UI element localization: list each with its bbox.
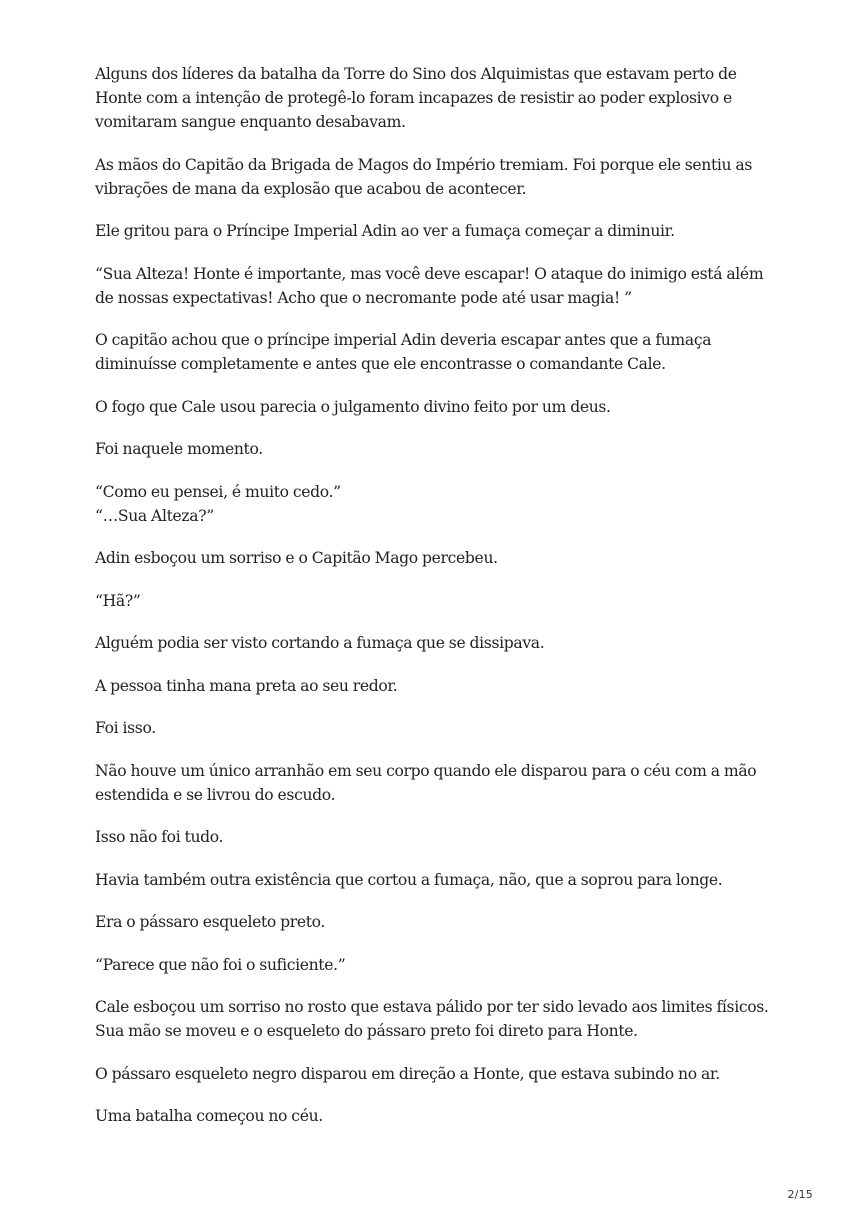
paragraph: Alguns dos líderes da batalha da Torre do Sino dos Alquimistas que estavam perto de Honte com a intenção de protegê-lo foram incapazes de resistir ao poder explosivo e vomitaram sangue enquanto desabavam. (95, 65, 737, 131)
paragraph: Isso não foi tudo. (95, 828, 224, 846)
paragraph: “…Sua Alteza?” (95, 506, 214, 525)
paragraph: Era o pássaro esqueleto preto. (95, 913, 326, 931)
paragraph: Havia também outra existência que cortou a fumaça, não, que a soprou para longe. (95, 870, 723, 889)
paragraph: Alguém podia ser visto cortando a fumaça que se dissipava. (95, 634, 545, 652)
paragraph: Foi isso. (95, 719, 156, 737)
document-body (95, 62, 775, 1147)
paragraph: A pessoa tinha mana preta ao seu redor. (95, 676, 398, 695)
paragraph: O pássaro esqueleto negro disparou em direção a Honte, que estava subindo no ar. (95, 1064, 720, 1083)
paragraph: “Hã?” (95, 591, 141, 610)
paragraph: O fogo que Cale usou parecia o julgamento divino feito por um deus. (95, 397, 611, 416)
paragraph: As mãos do Capitão da Brigada de Magos do Império tremiam. Foi porque ele sentiu as vibrações de mana da explosão que acabou de acontecer. (95, 155, 752, 198)
paragraph: Uma batalha começou no céu. (95, 1107, 323, 1125)
paragraph: Ele gritou para o Príncipe Imperial Adin ao ver a fumaça começar a diminuir. (95, 222, 675, 240)
paragraph: “Como eu pensei, é muito cedo.” (95, 482, 341, 501)
page-number: 2/15 (787, 1188, 813, 1201)
paragraph: O capitão achou que o príncipe imperial Adin deveria escapar antes que a fumaça diminuísse completamente e antes que ele encontrasse o comandante Cale. (95, 331, 712, 373)
paragraph: Adin esboçou um sorriso e o Capitão Mago percebeu. (95, 549, 498, 567)
paragraph: Não houve um único arranhão em seu corpo quando ele disparou para o céu com a mão estendida e se livrou do escudo. (95, 761, 757, 804)
paragraph: “Sua Alteza! Honte é importante, mas você deve escapar! O ataque do inimigo está além de nossas expectativas! Acho que o necromante pode até usar magia! ” (95, 264, 764, 307)
paragraph: “Parece que não foi o suficiente.” (95, 955, 346, 974)
paragraph: Cale esboçou um sorriso no rosto que estava pálido por ter sido levado aos limites físicos. Sua mão se moveu e o esqueleto do pássaro preto foi direto para Honte. (95, 998, 769, 1040)
paragraph: Foi naquele momento. (95, 440, 263, 458)
